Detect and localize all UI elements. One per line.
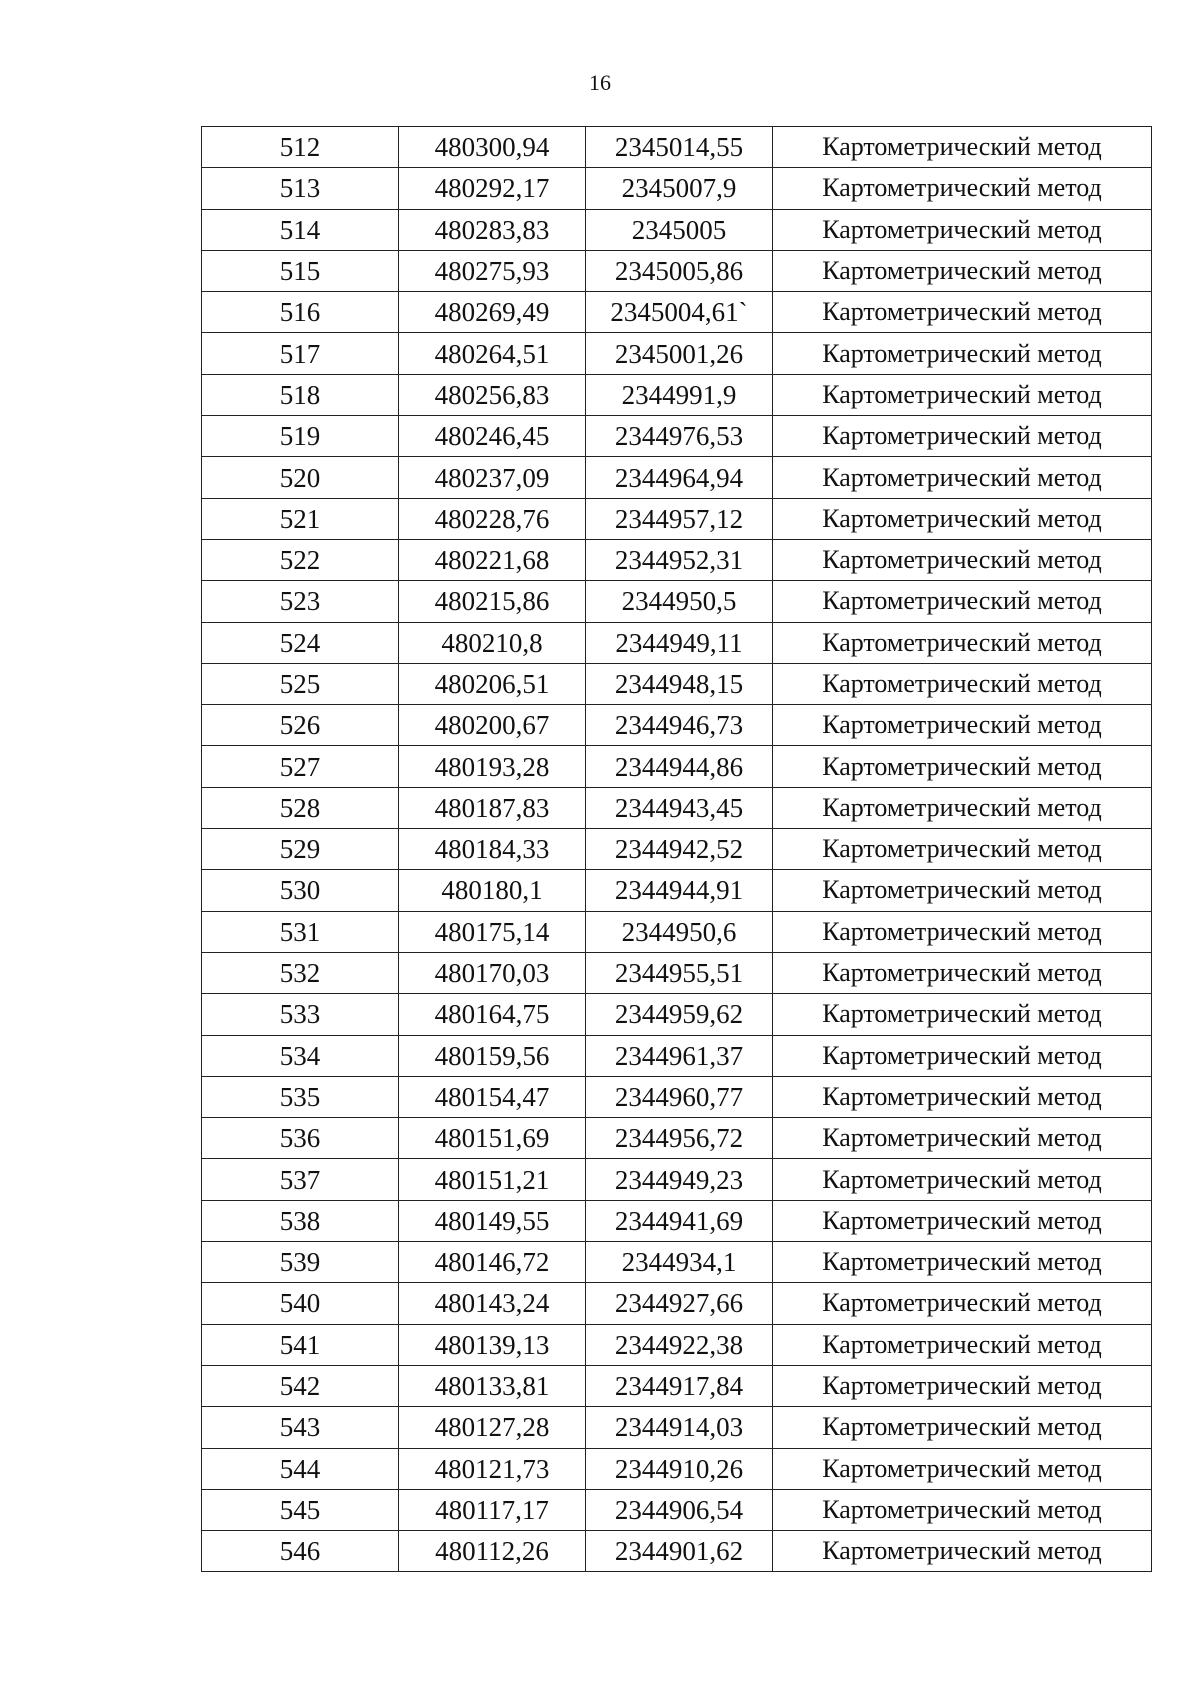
method-cell: Картометрический метод — [773, 498, 1152, 539]
point-number-cell: 539 — [202, 1242, 399, 1283]
x-coordinate-cell: 480143,24 — [399, 1283, 586, 1324]
point-number-cell: 533 — [202, 994, 399, 1035]
x-coordinate-cell: 480175,14 — [399, 911, 586, 952]
table-row — [202, 870, 1152, 911]
x-coordinate-cell: 480246,45 — [399, 416, 586, 457]
point-number-cell: 523 — [202, 581, 399, 622]
y-coordinate-cell: 2344948,15 — [586, 663, 773, 704]
y-coordinate-cell: 2345005 — [586, 209, 773, 250]
method-cell: Картометрический метод — [773, 1035, 1152, 1076]
x-coordinate-cell: 480193,28 — [399, 746, 586, 787]
y-coordinate-cell: 2344922,38 — [586, 1324, 773, 1365]
point-number-cell: 546 — [202, 1531, 399, 1572]
table-row — [202, 1407, 1152, 1448]
table-row — [202, 622, 1152, 663]
point-number-cell: 521 — [202, 498, 399, 539]
table-row — [202, 1159, 1152, 1200]
method-cell: Картометрический метод — [773, 539, 1152, 580]
method-cell: Картометрический метод — [773, 746, 1152, 787]
x-coordinate-cell: 480112,26 — [399, 1531, 586, 1572]
method-cell: Картометрический метод — [773, 333, 1152, 374]
point-number-cell: 542 — [202, 1365, 399, 1406]
method-cell: Картометрический метод — [773, 705, 1152, 746]
table-row — [202, 1035, 1152, 1076]
y-coordinate-cell: 2344961,37 — [586, 1035, 773, 1076]
point-number-cell: 537 — [202, 1159, 399, 1200]
table-row — [202, 952, 1152, 993]
y-coordinate-cell: 2344942,52 — [586, 829, 773, 870]
point-number-cell: 529 — [202, 829, 399, 870]
y-coordinate-cell: 2344957,12 — [586, 498, 773, 539]
y-coordinate-cell: 2344917,84 — [586, 1365, 773, 1406]
method-cell: Картометрический метод — [773, 250, 1152, 291]
y-coordinate-cell: 2344906,54 — [586, 1489, 773, 1530]
x-coordinate-cell: 480292,17 — [399, 168, 586, 209]
point-number-cell: 532 — [202, 952, 399, 993]
page-number: 16 — [589, 70, 611, 95]
point-number-cell: 544 — [202, 1448, 399, 1489]
y-coordinate-cell: 2344943,45 — [586, 787, 773, 828]
x-coordinate-cell: 480149,55 — [399, 1200, 586, 1241]
table-row — [202, 787, 1152, 828]
y-coordinate-cell: 2344934,1 — [586, 1242, 773, 1283]
method-cell: Картометрический метод — [773, 622, 1152, 663]
point-number-cell: 514 — [202, 209, 399, 250]
y-coordinate-cell: 2344944,91 — [586, 870, 773, 911]
point-number-cell: 516 — [202, 292, 399, 333]
point-number-cell: 534 — [202, 1035, 399, 1076]
method-cell: Картометрический метод — [773, 581, 1152, 622]
point-number-cell: 541 — [202, 1324, 399, 1365]
method-cell: Картометрический метод — [773, 1489, 1152, 1530]
method-cell: Картометрический метод — [773, 994, 1152, 1035]
method-cell: Картометрический метод — [773, 952, 1152, 993]
x-coordinate-cell: 480117,17 — [399, 1489, 586, 1530]
table-row — [202, 1448, 1152, 1489]
x-coordinate-cell: 480228,76 — [399, 498, 586, 539]
method-cell: Картометрический метод — [773, 1076, 1152, 1117]
point-number-cell: 531 — [202, 911, 399, 952]
method-cell: Картометрический метод — [773, 416, 1152, 457]
table-row — [202, 1118, 1152, 1159]
x-coordinate-cell: 480127,28 — [399, 1407, 586, 1448]
point-number-cell: 519 — [202, 416, 399, 457]
method-cell: Картометрический метод — [773, 1242, 1152, 1283]
table-row — [202, 1365, 1152, 1406]
x-coordinate-cell: 480269,49 — [399, 292, 586, 333]
x-coordinate-cell: 480133,81 — [399, 1365, 586, 1406]
method-cell: Картометрический метод — [773, 911, 1152, 952]
table-row — [202, 746, 1152, 787]
table-row — [202, 416, 1152, 457]
point-number-cell: 512 — [202, 127, 399, 168]
method-cell: Картометрический метод — [773, 1118, 1152, 1159]
point-number-cell: 520 — [202, 457, 399, 498]
point-number-cell: 543 — [202, 1407, 399, 1448]
method-cell: Картометрический метод — [773, 663, 1152, 704]
table-row — [202, 457, 1152, 498]
coordinates-table — [201, 126, 1152, 1572]
table-row — [202, 829, 1152, 870]
table-row — [202, 1283, 1152, 1324]
table-row — [202, 1324, 1152, 1365]
table-row — [202, 168, 1152, 209]
y-coordinate-cell: 2344976,53 — [586, 416, 773, 457]
method-cell: Картометрический метод — [773, 1159, 1152, 1200]
x-coordinate-cell: 480151,21 — [399, 1159, 586, 1200]
point-number-cell: 538 — [202, 1200, 399, 1241]
coordinates-table-body — [202, 127, 1152, 1572]
y-coordinate-cell: 2344956,72 — [586, 1118, 773, 1159]
method-cell: Картометрический метод — [773, 292, 1152, 333]
point-number-cell: 536 — [202, 1118, 399, 1159]
method-cell: Картометрический метод — [773, 374, 1152, 415]
x-coordinate-cell: 480146,72 — [399, 1242, 586, 1283]
x-coordinate-cell: 480154,47 — [399, 1076, 586, 1117]
table-row — [202, 1489, 1152, 1530]
x-coordinate-cell: 480159,56 — [399, 1035, 586, 1076]
y-coordinate-cell: 2344910,26 — [586, 1448, 773, 1489]
x-coordinate-cell: 480300,94 — [399, 127, 586, 168]
x-coordinate-cell: 480210,8 — [399, 622, 586, 663]
y-coordinate-cell: 2344941,69 — [586, 1200, 773, 1241]
y-coordinate-cell: 2344959,62 — [586, 994, 773, 1035]
table-row — [202, 250, 1152, 291]
y-coordinate-cell: 2345007,9 — [586, 168, 773, 209]
point-number-cell: 545 — [202, 1489, 399, 1530]
table-row — [202, 1531, 1152, 1572]
y-coordinate-cell: 2344927,66 — [586, 1283, 773, 1324]
x-coordinate-cell: 480275,93 — [399, 250, 586, 291]
method-cell: Картометрический метод — [773, 457, 1152, 498]
y-coordinate-cell: 2344950,5 — [586, 581, 773, 622]
point-number-cell: 530 — [202, 870, 399, 911]
method-cell: Картометрический метод — [773, 787, 1152, 828]
point-number-cell: 515 — [202, 250, 399, 291]
method-cell: Картометрический метод — [773, 127, 1152, 168]
x-coordinate-cell: 480151,69 — [399, 1118, 586, 1159]
x-coordinate-cell: 480184,33 — [399, 829, 586, 870]
y-coordinate-cell: 2344944,86 — [586, 746, 773, 787]
y-coordinate-cell: 2344949,11 — [586, 622, 773, 663]
point-number-cell: 535 — [202, 1076, 399, 1117]
x-coordinate-cell: 480256,83 — [399, 374, 586, 415]
point-number-cell: 525 — [202, 663, 399, 704]
y-coordinate-cell: 2344964,94 — [586, 457, 773, 498]
table-row — [202, 1242, 1152, 1283]
y-coordinate-cell: 2344952,31 — [586, 539, 773, 580]
table-row — [202, 292, 1152, 333]
y-coordinate-cell: 2344955,51 — [586, 952, 773, 993]
x-coordinate-cell: 480215,86 — [399, 581, 586, 622]
point-number-cell: 513 — [202, 168, 399, 209]
y-coordinate-cell: 2344960,77 — [586, 1076, 773, 1117]
y-coordinate-cell: 2344914,03 — [586, 1407, 773, 1448]
method-cell: Картометрический метод — [773, 1407, 1152, 1448]
y-coordinate-cell: 2345004,61` — [586, 292, 773, 333]
x-coordinate-cell: 480139,13 — [399, 1324, 586, 1365]
x-coordinate-cell: 480187,83 — [399, 787, 586, 828]
y-coordinate-cell: 2345005,86 — [586, 250, 773, 291]
x-coordinate-cell: 480237,09 — [399, 457, 586, 498]
method-cell: Картометрический метод — [773, 1283, 1152, 1324]
table-row — [202, 127, 1152, 168]
table-row — [202, 1200, 1152, 1241]
point-number-cell: 522 — [202, 539, 399, 580]
x-coordinate-cell: 480200,67 — [399, 705, 586, 746]
x-coordinate-cell: 480206,51 — [399, 663, 586, 704]
x-coordinate-cell: 480283,83 — [399, 209, 586, 250]
method-cell: Картометрический метод — [773, 829, 1152, 870]
table-row — [202, 705, 1152, 746]
y-coordinate-cell: 2344950,6 — [586, 911, 773, 952]
table-row — [202, 994, 1152, 1035]
table-row — [202, 539, 1152, 580]
table-row — [202, 1076, 1152, 1117]
point-number-cell: 518 — [202, 374, 399, 415]
x-coordinate-cell: 480121,73 — [399, 1448, 586, 1489]
table-row — [202, 333, 1152, 374]
method-cell: Картометрический метод — [773, 870, 1152, 911]
method-cell: Картометрический метод — [773, 1324, 1152, 1365]
point-number-cell: 526 — [202, 705, 399, 746]
method-cell: Картометрический метод — [773, 1531, 1152, 1572]
point-number-cell: 540 — [202, 1283, 399, 1324]
y-coordinate-cell: 2345014,55 — [586, 127, 773, 168]
method-cell: Картометрический метод — [773, 1200, 1152, 1241]
point-number-cell: 527 — [202, 746, 399, 787]
point-number-cell: 517 — [202, 333, 399, 374]
x-coordinate-cell: 480180,1 — [399, 870, 586, 911]
table-row — [202, 209, 1152, 250]
method-cell: Картометрический метод — [773, 1365, 1152, 1406]
method-cell: Картометрический метод — [773, 168, 1152, 209]
table-row — [202, 911, 1152, 952]
y-coordinate-cell: 2344949,23 — [586, 1159, 773, 1200]
y-coordinate-cell: 2344991,9 — [586, 374, 773, 415]
point-number-cell: 528 — [202, 787, 399, 828]
y-coordinate-cell: 2345001,26 — [586, 333, 773, 374]
method-cell: Картометрический метод — [773, 209, 1152, 250]
x-coordinate-cell: 480164,75 — [399, 994, 586, 1035]
y-coordinate-cell: 2344946,73 — [586, 705, 773, 746]
y-coordinate-cell: 2344901,62 — [586, 1531, 773, 1572]
x-coordinate-cell: 480221,68 — [399, 539, 586, 580]
method-cell: Картометрический метод — [773, 1448, 1152, 1489]
point-number-cell: 524 — [202, 622, 399, 663]
x-coordinate-cell: 480170,03 — [399, 952, 586, 993]
table-row — [202, 374, 1152, 415]
x-coordinate-cell: 480264,51 — [399, 333, 586, 374]
table-row — [202, 498, 1152, 539]
table-row — [202, 581, 1152, 622]
table-row — [202, 663, 1152, 704]
